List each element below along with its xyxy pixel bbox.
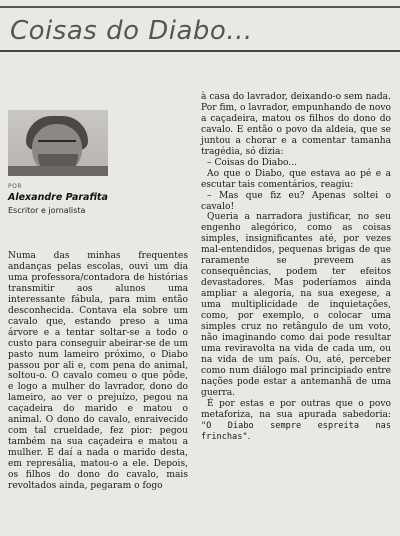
left-column [8, 60, 186, 530]
paragraph-1: à casa do lavrador, deixando-o sem nada. Por fim, o lavrador, empunhando de novo a caçadeira, matou os filhos do dono do cavalo. E então o povo da aldeia, que se juntou a chorar e a comentar tamanha tragédia, só dizia: [201, 92, 391, 157]
paragraph-6-end: . [247, 431, 251, 442]
paragraph-6-start: É por estas e por outras que o povo metaforiza, na sua apurada sabedoria: [201, 398, 391, 420]
right-column [201, 92, 391, 443]
column-title: Coisas do Diabo... [10, 16, 253, 46]
proverb-quote: "O Diabo sempre espreita nas frinchas" [201, 420, 391, 442]
header-rule [0, 50, 400, 52]
author-name: Alexandre Parafita [8, 192, 108, 203]
paragraph-5: Queria a narradora justificar, no seu engenho alegórico, como as coisas simples, insignificantes até, por vezes mal-entendidos, pequenas brigas de que raramente se preveem as consequências, podem ter efeitos devastadores. Mas poderíamos ainda ampliar a alegoria, na sua exegese, a uma multiplicidade de inquietações, como, por exemplo, o colocar uma simples cruz no retângulo de um voto, não imaginando como dai pode resultar uma reviravolta na vida de cada um, ou na vida de um país. Ou, até, perceber como num diálogo mal principiado entre nações pode estar a antemanhã de uma guerra. [201, 212, 391, 398]
byline-por-label: POR [8, 183, 23, 190]
paragraph-4: – Mas que fiz eu? Apenas soltei o cavalo! [201, 190, 391, 212]
left-column-text: Numa das minhas frequentes andanças pelas escolas, ouvi um dia uma professora/contadora de histórias transmitir aos alunos uma interessante fábula, para mim então desconhecida. Contava ela sobre um cavalo que, estando preso a uma árvore e a tentar soltar-se a todo o custo para conseguir abeirar-se de um pasto num lameiro próximo, o Diabo passou por ali e, com pena do animal, soltou-o. O cavalo comeu o que pôde, e logo a mulher do lavrador, dono do lameiro, ao ver o prejuízo, pegou na caçadeira do marido e matou o animal. O dono do cavalo, enraivecido com tal crueldade, fez pior: pegou também na sua caçadeira e matou a mulher. E daí a nada o marido desta, em represália, matou-o a ele. Depois, os filhos do dono do cavalo, mais revoltados ainda, pegaram o fogo [8, 251, 188, 492]
paragraph-2: – Coisas do Diabo... [207, 157, 298, 168]
author-photo [8, 110, 108, 176]
paragraph-6 [201, 399, 391, 443]
top-rule [0, 6, 400, 8]
author-role: Escritor e jornalista [8, 206, 86, 215]
paragraph-3: Ao que o Diabo, que estava ao pé e a escutar tais comentários, reagiu: [201, 168, 391, 190]
